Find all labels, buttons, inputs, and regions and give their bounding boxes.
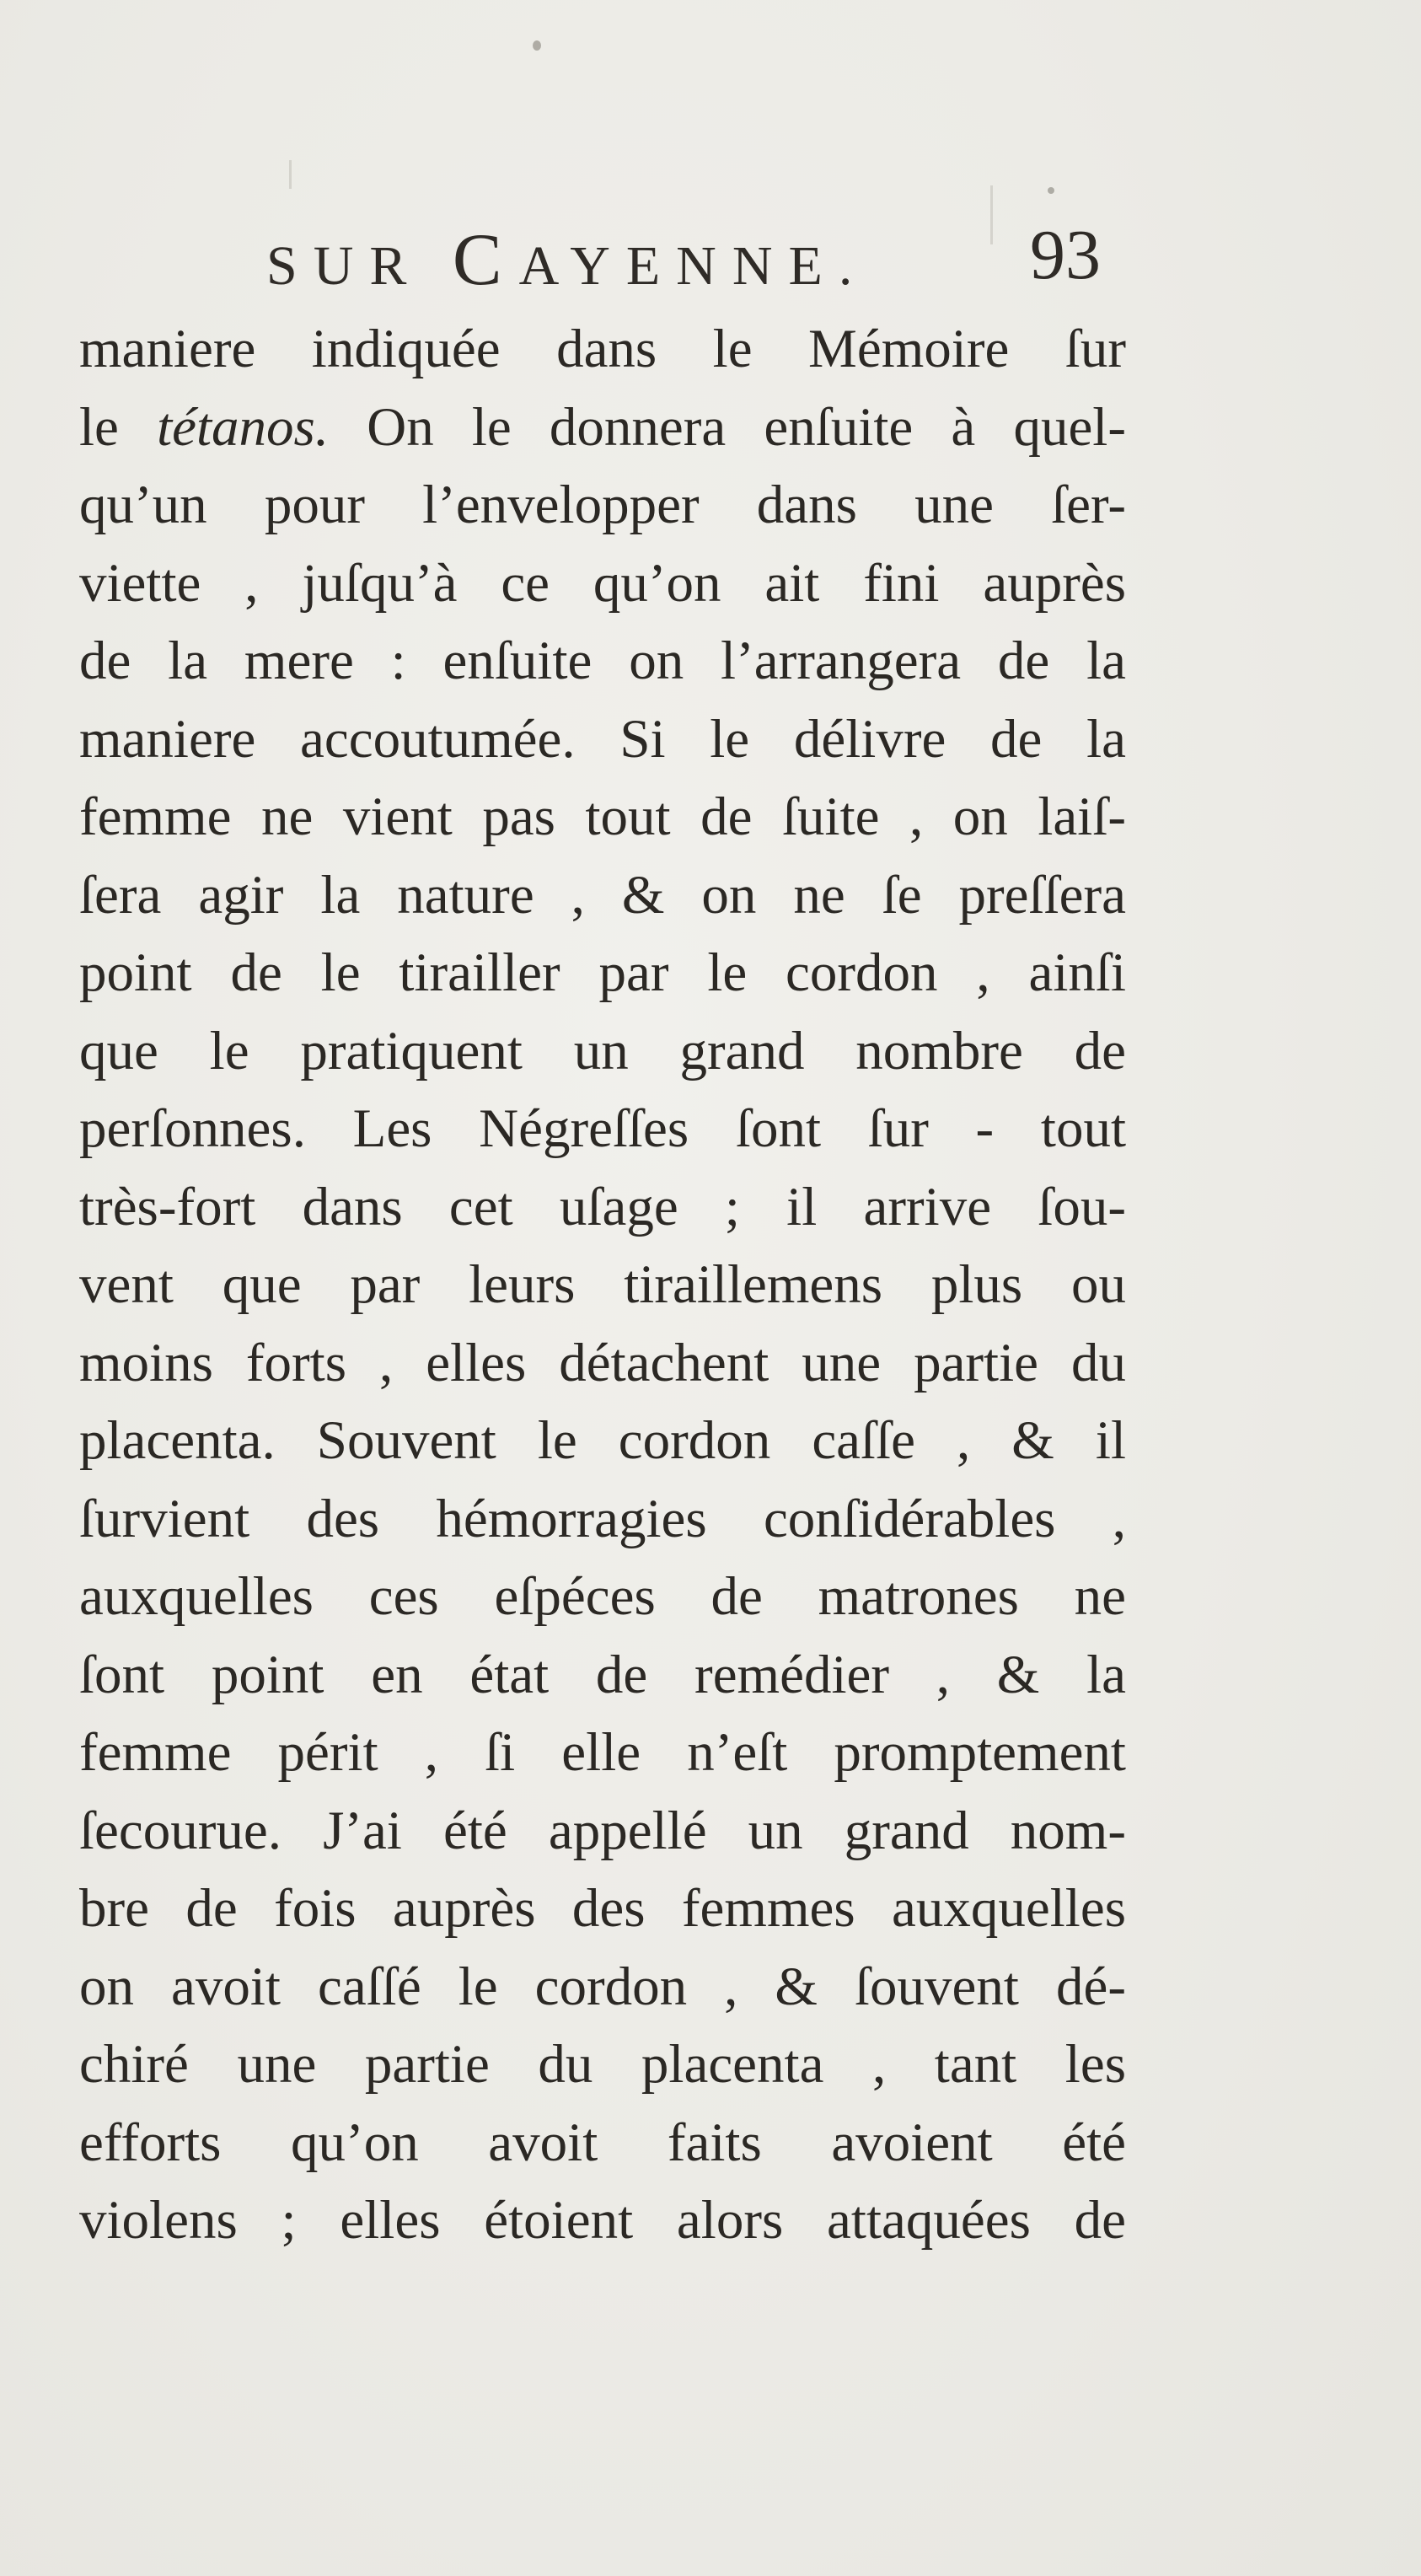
text-line-22: on avoit caſſé le cordon , & ſouvent dé- <box>79 1956 1126 2017</box>
paper-speck <box>533 40 541 51</box>
text-line-1: maniere indiquée dans le Mémoire ſur <box>79 319 1126 379</box>
italic-word-tetanos: tétanos. <box>157 396 330 458</box>
page-header <box>0 211 1421 303</box>
text-line-8: ſera agir la nature , & on ne ſe preſſera <box>79 864 1126 926</box>
text-line-7: femme ne vient pas tout de ſuite , on laiſ- <box>79 786 1126 847</box>
text-line-2-before: le <box>79 396 158 458</box>
text-line-5: de la mere : enſuite on l’arrangera de la <box>79 631 1126 691</box>
text-line-11: perſonnes. Les Négreſſes ſont ſur - tout <box>79 1098 1126 1159</box>
text-line-13: vent que par leurs tiraillemens plus ou <box>79 1254 1126 1315</box>
paper-crease <box>289 160 292 189</box>
text-line-18: ſont point en état de remédier , & la <box>79 1644 1126 1705</box>
running-head <box>266 217 868 303</box>
text-line-19: femme périt , ſi elle n’eſt promptement <box>79 1722 1126 1783</box>
text-line-2-after: On le donnera enſuite à quel- <box>329 396 1126 458</box>
text-line-21: bre de fois auprès des femmes auxquelles <box>79 1878 1126 1939</box>
text-line-14: moins forts , elles détachent une partie du <box>79 1332 1126 1393</box>
body-text <box>79 310 1126 2260</box>
text-line-4: viette , juſqu’à ce qu’on ait fini auprès <box>79 552 1126 614</box>
text-line-25: violens ; elles étoient alors attaquées de <box>79 2190 1126 2251</box>
paper-speck <box>1048 187 1054 194</box>
running-head-rest: AYENNE. <box>518 235 869 297</box>
text-line-6: maniere accoutumée. Si le délivre de la <box>79 708 1126 770</box>
paper-crease <box>990 185 993 244</box>
text-line-24: efforts qu’on avoit faits avoient été <box>79 2112 1126 2173</box>
text-line-15: placenta. Souvent le cordon caſſe , & il <box>79 1410 1126 1471</box>
text-line-16: ſurvient des hémorragies conſidérables , <box>79 1488 1126 1549</box>
text-line-2 <box>79 389 1126 467</box>
text-line-9: point de le tirailler par le cordon , ainſi <box>79 942 1126 1003</box>
running-head-small: SUR <box>266 235 423 297</box>
page-number: 93 <box>1030 216 1101 294</box>
text-line-12: très-fort dans cet uſage ; il arrive ſou- <box>79 1176 1126 1237</box>
text-line-23: chiré une partie du placenta , tant les <box>79 2034 1126 2095</box>
text-line-17: auxquelles ces eſpéces de matrones ne <box>79 1566 1126 1627</box>
running-head-initial: C <box>452 219 519 301</box>
text-line-20: ſecourue. J’ai été appellé un grand nom- <box>79 1800 1126 1861</box>
text-line-3: qu’un pour l’envelopper dans une ſer- <box>79 475 1126 535</box>
text-line-10: que le pratiquent un grand nombre de <box>79 1020 1126 1081</box>
